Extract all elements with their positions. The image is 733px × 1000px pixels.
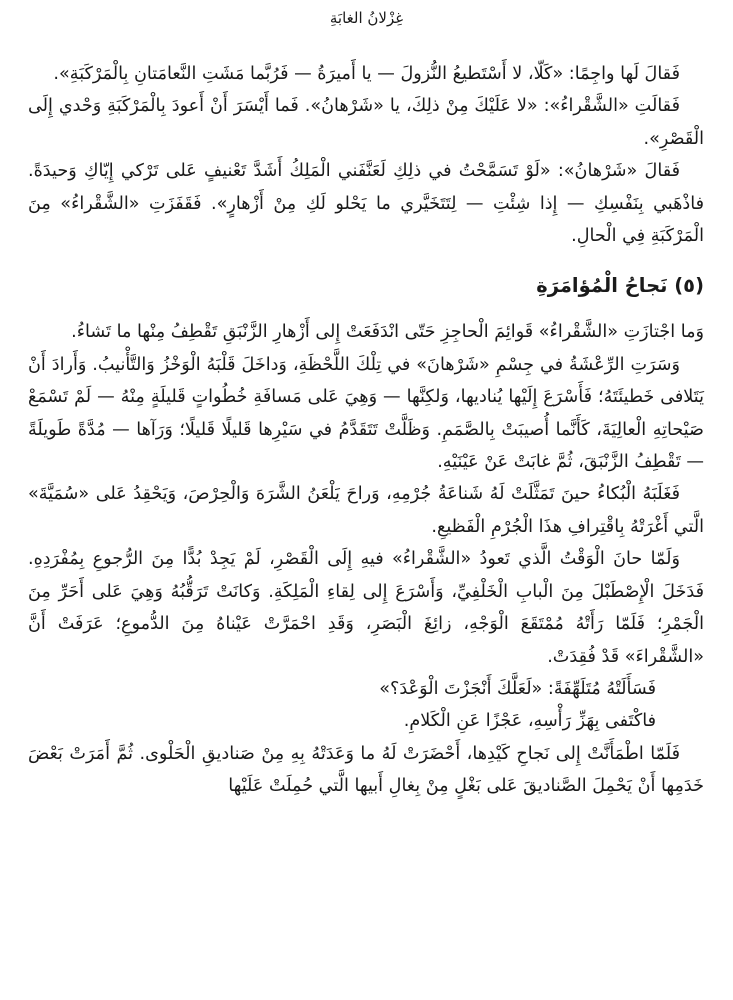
dialogue-line: فَسَأَلَتْهُ مُتَلَهِّفَةً: «لَعَلَّكَ أَنْجَزْتَ الْوَعْدَ؟» [379,678,656,699]
running-header: غِزْلانُ الغابَةِ [329,9,404,27]
body-text [28,58,704,803]
paragraph: فَغَلَبَهُ الْبُكاءُ حينَ تَمَثَّلَتْ لَهُ شَناعَةُ جُرْمِهِ، وَراحَ يَلْعَنُ الشَّرَهَ وَالْحِرْصَ، وَيَحْقِدُ عَلى «سُمَيَّةَ» الَّتي أَغْرَتْهُ بِاقْتِرافِ هذَا الْجُرْمِ الْفَظيعِ. [28,484,704,537]
dialogue-line: فاكْتَفى بِهَزِّ رَأْسِهِ، عَجْزًا عَنِ الْكَلامِ. [403,711,656,732]
paragraph: فَقالَ لَها واجِمًا: «كَلّا، لا أَسْتَطيعُ النُّزولَ — يا أَميرَةُ — فَرُبَّما مَشَتِ النَّعامَتانِ بِالْمَرْكَبَةِ». [53,64,680,84]
paragraph: فَقالَ «شَرْهانُ»: «لَوْ تَسَمَّحْتُ في ذلِكِ لَعَنَّفَني الْمَلِكُ أَشَدَّ تَعْنيفٍ عَلى تَرْكي إِيّاكِ وَحيدَةً. فاذْهَبي بِنَفْسِكِ — إِذا شِئْتِ — لِتَتَخَيَّري ما يَحْلو لَكِ مِنْ أَزْهارٍ». فَقَفَزَتِ «الشَّقْراءُ» مِنَ الْمَرْكَبَةِ فِي الْحالِ. [28,161,704,247]
paragraph: فَقالَتِ «الشَّقْراءُ»: «لا عَلَيْكَ مِنْ ذلِكَ، يا «شَرْهانُ». فَما أَيْسَرَ أَنْ أَعودَ بِالْمَرْكَبَةِ وَحْدي إِلَى الْقَصْرِ». [28,96,704,149]
paragraph: فَلَمّا اطْمَأَنَّتْ إِلى نَجاحِ كَيْدِها، أَحْضَرَتْ لَهُ ما وَعَدَتْهُ بِهِ مِنْ صَناديقِ الْحَلْوى. ثُمَّ أَمَرَتْ بَعْضَ خَدَمِها أَنْ يَحْمِلَ الصَّناديقَ عَلى بَغْلٍ مِنْ بِغالِ أَبيها الَّتي حُمِلَتْ عَلَيْها [28,743,704,797]
section-heading: (٥) نَجاحُ الْمُؤامَرَةِ [536,274,704,298]
paragraph: وَلَمّا حانَ الْوَقْتُ الَّذي تَعودُ «الشَّقْراءُ» فيهِ إِلَى الْقَصْرِ، لَمْ يَجِدْ بُدًّا مِنَ الرُّجوعِ بِمُفْرَدِهِ. فَدَخَلَ الْإِصْطَبْلَ مِنَ الْبابِ الْخَلْفِيِّ، وَأَسْرَعَ إِلى لِقاءِ الْمَلِكَةِ. وَكانَتْ تَرَقُّبُهُ وَهِيَ عَلى أَحَرِّ مِنَ الْجَمْرِ؛ فَلَمّا رَأَتْهُ مُمْتَقَعَ الْوَجْهِ، زائِغَ الْبَصَرِ، وَقَدِ احْمَرَّتْ عَيْناهُ مِنَ الدُّموعِ؛ عَرَفَتْ أَنَّ «الشَّقْراءَ» قَدْ فُقِدَتْ. [28,549,704,667]
paragraph: وَما اجْتازَتِ «الشَّقْراءُ» قَوائِمَ الْحاجِزِ حَتّى انْدَفَعَتْ إِلى أَزْهارِ الزَّنْبَقِ تَقْطِفُ مِنْها ما تَشاءُ. [71,322,704,343]
paragraph: وَسَرَتِ الرِّعْشَةُ في جِسْمِ «شَرْهانَ» في تِلْكَ اللَّحْظَةِ، وَداخَلَ قَلْبَهُ الْوَخْزُ وَالتَّأْنيبُ. وَأَرادَ أَنْ يَتَلافى خَطيئَتَهُ؛ فَأَسْرَعَ إِلَيْها يُناديها، وَلكِنَّها — وَهِيَ عَلى مَسافَةِ خُطُواتٍ قَليلَةٍ مِنْهُ — لَمْ تَسْمَعْ صَيْحاتِهِ الْعالِيَةَ، كَأَنَّما أُصيبَتْ بِالصَّمَمِ. وَظَلَّتْ تَتَقَدَّمُ في سَيْرِها قَليلًا قَليلًا؛ وَرَآها — مُدَّةً طَويلَةً — تَقْطِفُ الزَّنْبَقَ، ثُمَّ غابَتْ عَنْ عَيْنَيْهِ. [28,354,704,473]
